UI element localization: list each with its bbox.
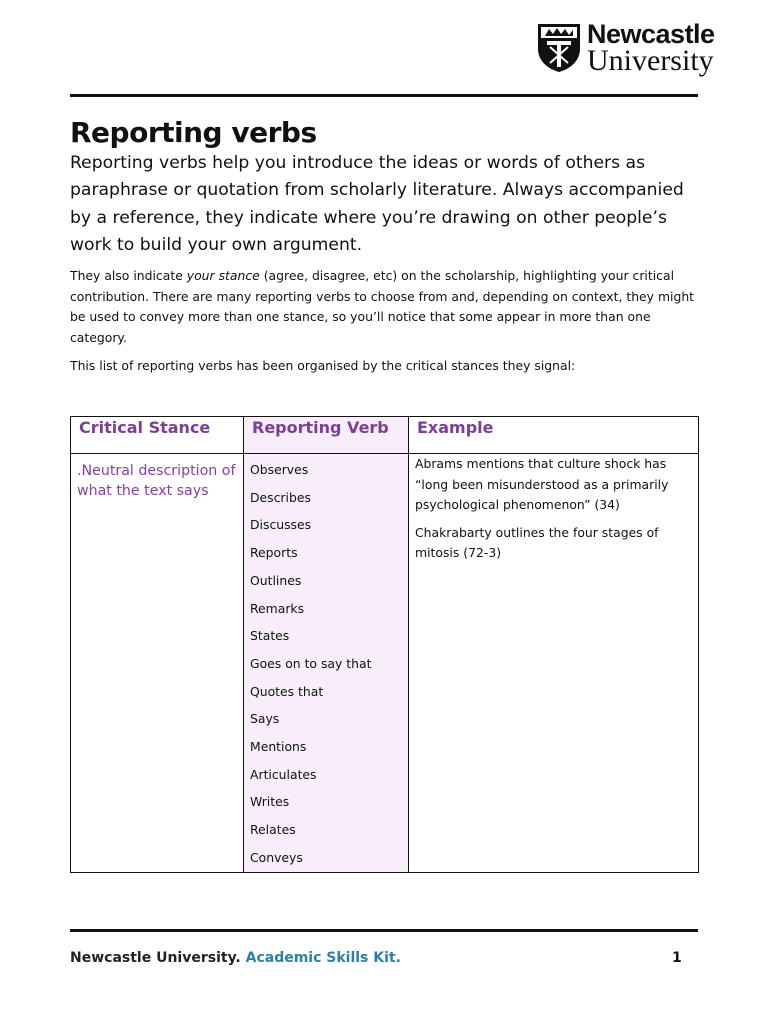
intro-paragraph: Reporting verbs help you introduce the ideas or words of others as paraphrase or quotation from scholarly literature. Always accompanied by a reference, they indicate where you’re drawing on other people’s work to build your own argument. [70,153,684,255]
footer-org: Newcastle University. [70,950,241,966]
stance-paragraph-after: (agree, disagree, etc) on the scholarship, highlighting your critical contribution. There are many reporting verbs to choose from and, depending on context, they might be used to convey more than one stance, so you’ll notice that some appear in more than one category. [70,268,695,346]
stance-paragraph-before: They also indicate [70,268,187,283]
verb-item: Reports [250,545,298,561]
reporting-verbs-table [70,416,699,873]
page-title: Reporting verbs [70,116,317,149]
verb-list [244,454,408,872]
verb-item: Writes [250,794,290,810]
verb-cell [244,454,409,873]
list-intro-paragraph: This list of reporting verbs has been organised by the critical stances they signal: [70,358,576,373]
verb-item: Remarks [250,600,305,616]
newcastle-university-logo [537,20,737,76]
header-example: Example [409,417,699,454]
verb-item: States [250,628,290,644]
verb-item: Outlines [250,572,302,588]
footer-dot: . [395,950,401,966]
example-abrams: Abrams mentions that culture shock has “long been misunderstood as a primarily psychological phenomenon” (34) [415,456,669,512]
logo-line-newcastle: Newcastle [587,18,715,49]
verb-item: Relates [250,822,296,838]
stance-cell [71,454,244,873]
page-number: 1 [672,950,682,966]
verb-item: Articulates [250,766,317,782]
verb-item: Goes on to say that [250,655,372,671]
verb-item: Conveys [250,849,303,865]
header-divider [70,94,698,97]
verb-item: Quotes that [250,683,324,699]
table-row [71,454,699,873]
stance-description: .Neutral description of what the text says [77,463,236,499]
header-reporting-verb: Reporting Verb [244,417,409,454]
verb-item: Says [250,711,280,727]
example-cell [409,454,699,873]
footer-divider [70,929,698,932]
verb-item: Discusses [250,517,312,533]
footer-credit [70,950,401,966]
stance-paragraph [70,266,702,349]
verb-item: Observes [250,462,309,477]
header-critical-stance: Critical Stance [71,417,244,454]
verb-item: Describes [250,489,311,505]
stance-emphasis: your stance [186,268,260,283]
table-header-row [71,417,699,454]
logo-line-university: University [587,43,714,77]
crest-icon [537,23,581,73]
example-chakrabarty: Chakrabarty outlines the four stages of mitosis (72-3) [415,524,659,560]
footer-kit-link[interactable]: Academic Skills Kit [245,950,396,966]
verb-item: Mentions [250,739,307,755]
